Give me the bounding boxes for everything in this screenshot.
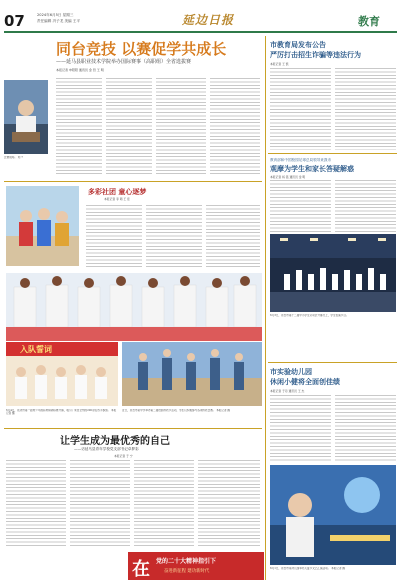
sidebar-1-body-col1	[270, 68, 331, 150]
divider	[4, 181, 262, 182]
bottom-banner	[128, 552, 264, 580]
article-2-body-col3	[206, 205, 260, 267]
sidebar-3-photo	[270, 465, 396, 565]
article-1-subtitle: ——延马县职业技术学院举办国际赛事（高职组）全省选拔赛	[56, 59, 192, 65]
paper-logo: 延边日报	[182, 13, 235, 27]
article-3-byline: 本报记者 于 宁	[114, 454, 133, 458]
column-divider	[265, 36, 266, 580]
sidebar-2-title-1: 教育部和中国校园足球总局领导来我市	[270, 158, 332, 162]
sidebar-3-body-col2	[335, 395, 396, 463]
article-1-byline: 本报记者 申阳阳 通讯员 金 哲 王 明	[56, 68, 104, 72]
banner-char: 在	[132, 559, 150, 580]
sidebar-3	[268, 365, 397, 580]
article-3-body-col2	[70, 460, 130, 548]
article-2-body-col2	[146, 205, 202, 267]
editor-line: 责任编辑 冯子龙 美编 王平	[37, 19, 80, 23]
sidebar-1-title-1: 市教育局发布公告	[270, 40, 326, 49]
sidebar-3-photo-caption: 6月1日，延吉市某幼儿园举办儿童节文艺汇演活动。 本报记者 摄	[270, 567, 345, 570]
sidebar-3-body-col1	[270, 395, 331, 463]
masthead-rule	[4, 31, 397, 33]
page-number: 07	[4, 12, 25, 30]
article-3	[4, 430, 262, 550]
banner-text: 入队誓词	[20, 345, 52, 354]
sidebar-2-body-col2	[335, 180, 396, 232]
article-3-body-col4	[198, 460, 260, 548]
sidebar-2-title-2: 观摩为学生和家长答疑解惑	[270, 164, 354, 173]
article-1-body-col2	[106, 78, 152, 176]
article-2-byline: 本报记者 李 萌 王 佳	[104, 197, 130, 201]
article-2	[4, 183, 262, 273]
banner-line-2: 奋进新征程 建功新时代	[164, 569, 210, 574]
article-3-body-col3	[134, 460, 194, 548]
crowd-photo	[6, 273, 262, 341]
bottom-mid-caption: 近日，延吉市某中学举办第二届校园科技节活动，学生们积极参与各项科技比赛。 本报记者 摄	[122, 409, 230, 412]
divider	[4, 428, 262, 429]
article-1-body-col4	[210, 78, 260, 176]
bottom-left-photo	[6, 342, 118, 406]
masthead	[0, 0, 401, 34]
article-1-body-col3	[156, 78, 206, 176]
sidebar-3-byline: 本报记者 于丹 通讯员 王 杰	[270, 389, 305, 393]
article-2-photo	[6, 186, 79, 266]
sidebar-1	[268, 38, 397, 152]
sidebar-3-title-2: 休闲小健将全面创佳绩	[270, 377, 340, 386]
sidebar-2-photo	[270, 234, 396, 312]
banner-line-1: 党的二十大精神指引下	[156, 558, 217, 565]
bottom-mid-photo	[122, 342, 262, 406]
article-3-body-col1	[6, 460, 66, 548]
sidebar-2	[268, 156, 397, 356]
sidebar-1-body-col2	[335, 68, 396, 150]
article-3-subtitle: ——访延马县青年学校党支部书记卓梦彩	[74, 447, 139, 451]
article-2-title: 多彩社团 童心逐梦	[88, 187, 147, 196]
divider	[268, 362, 397, 363]
sidebar-1-title-2: 严厉打击招生诈骗等违法行为	[270, 50, 361, 59]
article-3-title: 让学生成为最优秀的自己	[60, 436, 170, 447]
sidebar-2-photo-caption: 6月3日，延吉市第十二届中小学生运动会开幕式上，学生表演节目。	[270, 314, 349, 317]
divider	[268, 153, 397, 154]
sidebar-2-byline: 本报记者 杨 铭 通讯员 金 明	[270, 175, 306, 179]
article-1-photo	[4, 80, 48, 154]
sidebar-2-body-col1	[270, 180, 331, 232]
date-line: 2024年6月5日 星期三	[37, 13, 74, 17]
article-1	[4, 36, 262, 179]
article-1-photo-caption: 比赛现场。 刘 7	[4, 156, 23, 159]
bottom-left-caption: 6月4日，延边州第一届青少年国际象棋锦标赛开幕，吸引了来自全州的200余名选手参加。 本报记者 摄	[6, 409, 117, 416]
article-1-body-col1	[56, 78, 102, 176]
sidebar-1-byline: 本报记者 王 凯	[270, 62, 289, 66]
article-1-title: 同台竞技 以赛促学共成长	[56, 40, 227, 58]
sidebar-3-title-1: 市实验幼儿园	[270, 367, 312, 376]
section-label: 教育	[358, 15, 380, 28]
article-2-body-col1	[86, 205, 142, 267]
